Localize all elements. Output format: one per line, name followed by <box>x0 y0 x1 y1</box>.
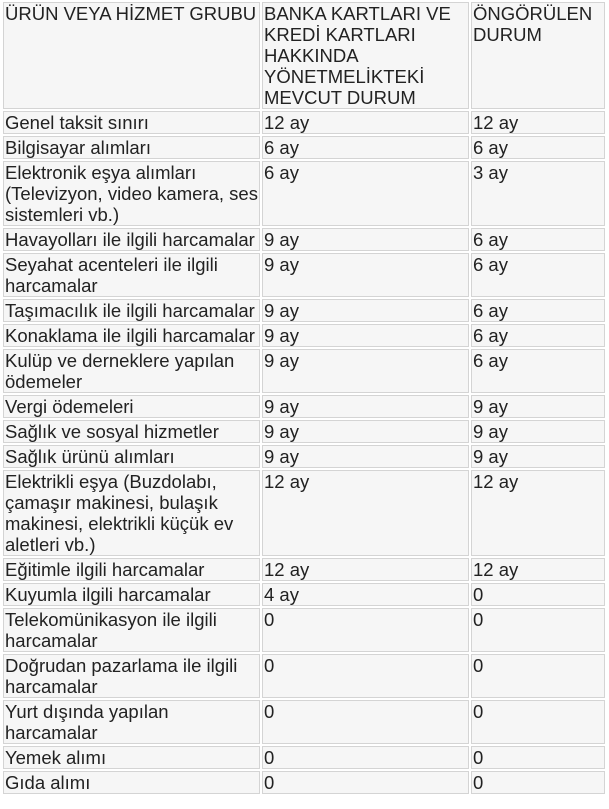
cell-planned: 6 ay <box>471 228 605 251</box>
cell-planned: 12 ay <box>471 558 605 581</box>
cell-current: 12 ay <box>262 558 469 581</box>
cell-group: Vergi ödemeleri <box>3 395 260 418</box>
cell-current: 9 ay <box>262 349 469 393</box>
table-row <box>3 746 605 769</box>
cell-current: 9 ay <box>262 228 469 251</box>
cell-current: 0 <box>262 654 469 698</box>
header-current-status: BANKA KARTLARI VE KREDİ KARTLARI HAKKINDA YÖNETMELİKTEKİ MEVCUT DURUM <box>262 2 469 109</box>
table-row <box>3 583 605 606</box>
table-row <box>3 136 605 159</box>
cell-current: 6 ay <box>262 161 469 226</box>
cell-planned: 12 ay <box>471 111 605 134</box>
table-row <box>3 228 605 251</box>
cell-current: 12 ay <box>262 111 469 134</box>
cell-group: Taşımacılık ile ilgili harcamalar <box>3 299 260 322</box>
cell-current: 9 ay <box>262 324 469 347</box>
header-product-group: ÜRÜN VEYA HİZMET GRUBU <box>3 2 260 109</box>
cell-current: 0 <box>262 608 469 652</box>
cell-planned: 9 ay <box>471 445 605 468</box>
table-row <box>3 608 605 652</box>
installment-limits-table <box>1 0 607 796</box>
cell-group: Genel taksit sınırı <box>3 111 260 134</box>
cell-current: 9 ay <box>262 253 469 297</box>
cell-group: Yurt dışında yapılan harcamalar <box>3 700 260 744</box>
cell-planned: 0 <box>471 608 605 652</box>
cell-current: 9 ay <box>262 395 469 418</box>
cell-planned: 0 <box>471 771 605 794</box>
table-row <box>3 299 605 322</box>
cell-planned: 0 <box>471 654 605 698</box>
table-row <box>3 395 605 418</box>
cell-planned: 6 ay <box>471 299 605 322</box>
cell-group: Telekomünikasyon ile ilgili harcamalar <box>3 608 260 652</box>
cell-current: 9 ay <box>262 299 469 322</box>
cell-current: 9 ay <box>262 420 469 443</box>
cell-planned: 0 <box>471 700 605 744</box>
cell-current: 9 ay <box>262 445 469 468</box>
table-row <box>3 771 605 794</box>
cell-group: Havayolları ile ilgili harcamalar <box>3 228 260 251</box>
table-row <box>3 420 605 443</box>
cell-group: Eğitimle ilgili harcamalar <box>3 558 260 581</box>
table-row <box>3 654 605 698</box>
table-row <box>3 445 605 468</box>
cell-group: Gıda alımı <box>3 771 260 794</box>
table-header-row <box>3 2 605 109</box>
table-row <box>3 324 605 347</box>
cell-group: Doğrudan pazarlama ile ilgili harcamalar <box>3 654 260 698</box>
header-planned-status: ÖNGÖRÜLEN DURUM <box>471 2 605 109</box>
table-row <box>3 470 605 556</box>
cell-group: Yemek alımı <box>3 746 260 769</box>
cell-planned: 0 <box>471 746 605 769</box>
cell-planned: 6 ay <box>471 136 605 159</box>
cell-group: Seyahat acenteleri ile ilgili harcamalar <box>3 253 260 297</box>
cell-group: Sağlık ve sosyal hizmetler <box>3 420 260 443</box>
cell-group: Konaklama ile ilgili harcamalar <box>3 324 260 347</box>
cell-group: Sağlık ürünü alımları <box>3 445 260 468</box>
cell-planned: 0 <box>471 583 605 606</box>
cell-current: 0 <box>262 746 469 769</box>
cell-planned: 3 ay <box>471 161 605 226</box>
table-row <box>3 253 605 297</box>
cell-group: Elektronik eşya alımları (Televizyon, video kamera, ses sistemleri vb.) <box>3 161 260 226</box>
cell-current: 6 ay <box>262 136 469 159</box>
table-row <box>3 349 605 393</box>
table-row <box>3 111 605 134</box>
cell-planned: 6 ay <box>471 349 605 393</box>
cell-group: Kulüp ve derneklere yapılan ödemeler <box>3 349 260 393</box>
cell-current: 12 ay <box>262 470 469 556</box>
table-row <box>3 161 605 226</box>
cell-current: 4 ay <box>262 583 469 606</box>
cell-planned: 6 ay <box>471 253 605 297</box>
cell-current: 0 <box>262 771 469 794</box>
table-row <box>3 558 605 581</box>
cell-planned: 9 ay <box>471 395 605 418</box>
cell-group: Elektrikli eşya (Buzdolabı, çamaşır makinesi, bulaşık makinesi, elektrikli küçük ev aletleri vb.) <box>3 470 260 556</box>
cell-planned: 6 ay <box>471 324 605 347</box>
cell-group: Bilgisayar alımları <box>3 136 260 159</box>
cell-current: 0 <box>262 700 469 744</box>
cell-group: Kuyumla ilgili harcamalar <box>3 583 260 606</box>
cell-planned: 12 ay <box>471 470 605 556</box>
cell-planned: 9 ay <box>471 420 605 443</box>
table-row <box>3 700 605 744</box>
